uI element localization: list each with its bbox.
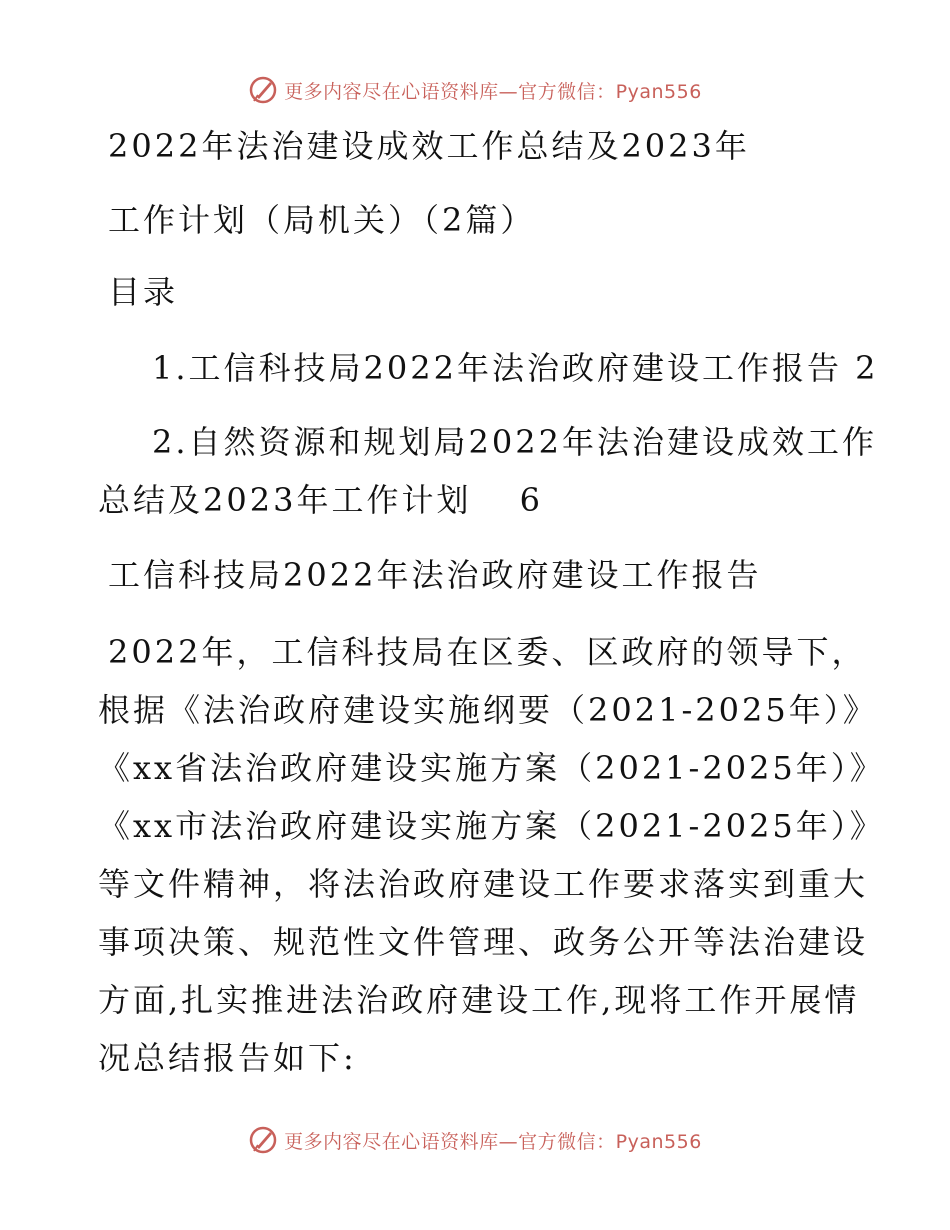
body-line: 《xx市法治政府建设实施方案（2021-2025年）》 [98,807,885,845]
quill-logo-icon [248,1125,278,1155]
body-line: 等文件精神，将法治政府建设工作要求落实到重大 [98,865,869,903]
header-banner [0,70,950,110]
toc-item-2-continued[interactable]: 总结及2023年工作计划 6 [98,481,543,519]
body-line: 方面,扎实推进法治政府建设工作,现将工作开展情 [98,981,860,1019]
footer-banner [0,1120,950,1160]
quill-logo-icon [248,75,278,105]
body-line: 事项决策、规范性文件管理、政务公开等法治建设 [98,923,869,961]
toc-item-2[interactable]: 2.自然资源和规划局2022年法治建设成效工作 [152,423,877,461]
document-title-line-2: 工作计划（局机关）（2篇） [108,201,536,239]
body-line: 况总结报告如下: [98,1039,357,1077]
section-heading: 工信科技局2022年法治政府建设工作报告 [108,556,762,594]
toc-heading: 目录 [108,273,179,311]
body-line: 2022年，工信科技局在区委、区政府的领导下， [108,633,867,671]
header-banner-text: 更多内容尽在心语资料库—官方微信：Pyan556 [284,80,702,103]
footer-banner-text: 更多内容尽在心语资料库—官方微信：Pyan556 [284,1130,702,1153]
body-line: 《xx省法治政府建设实施方案（2021-2025年）》 [98,749,885,787]
toc-item-1[interactable]: 1.工信科技局2022年法治政府建设工作报告 2 [152,349,879,387]
body-line: 根据《法治政府建设实施纲要（2021-2025年）》 [98,691,878,729]
document-title-line-1: 2022年法治建设成效工作总结及2023年 [108,127,750,165]
